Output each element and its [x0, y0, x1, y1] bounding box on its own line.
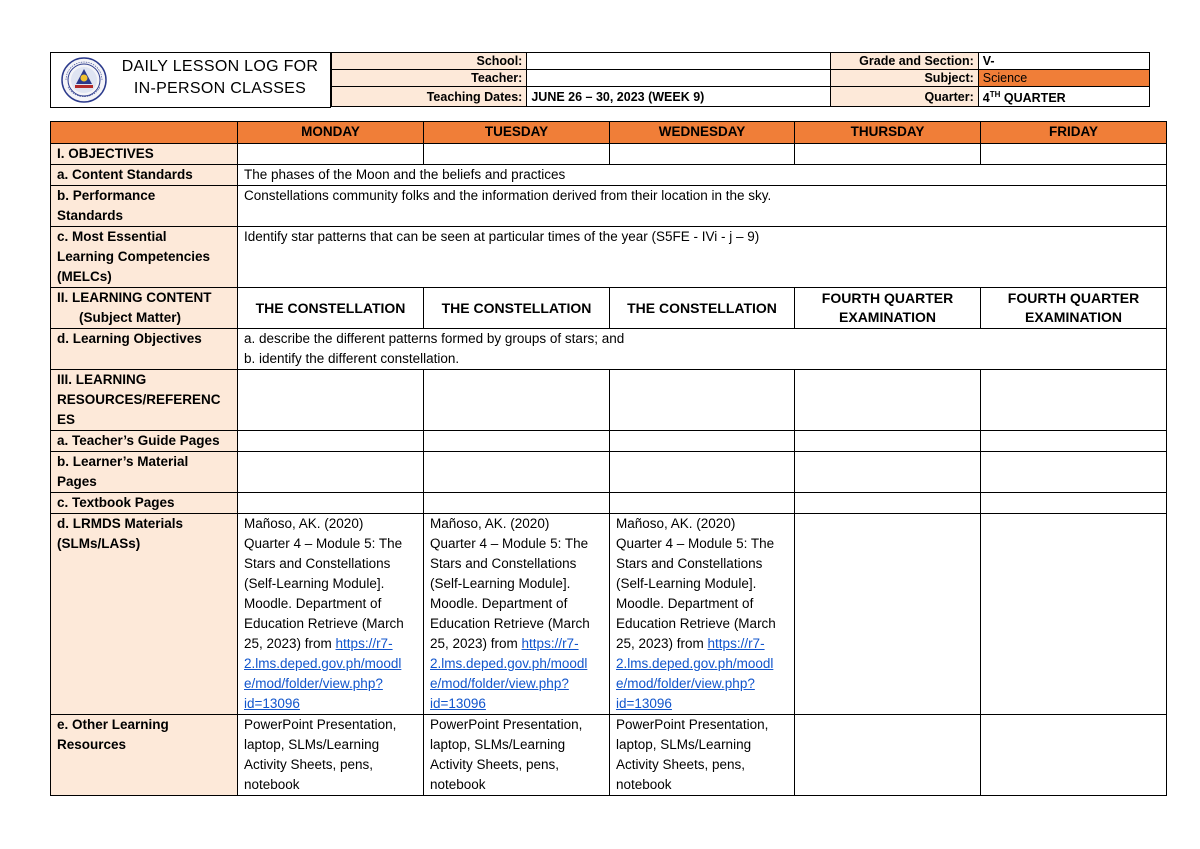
learning-content-label	[51, 288, 238, 329]
dates-label: Teaching Dates:	[332, 87, 527, 107]
empty-cell	[424, 493, 610, 514]
melcs-row	[51, 227, 1167, 288]
ref-line	[616, 654, 788, 674]
ref-line: Mañoso, AK. (2020)	[616, 516, 736, 531]
teachers-guide-row	[51, 431, 1167, 452]
ref-line: Mañoso, AK. (2020)	[430, 516, 550, 531]
content-standards-text: The phases of the Moon and the beliefs and practices	[238, 165, 1167, 186]
empty-cell	[238, 431, 424, 452]
teachers-guide-label: a. Teacher’s Guide Pages	[51, 431, 238, 452]
other-monday	[238, 715, 424, 796]
learning-objectives-text	[238, 329, 1167, 370]
label-line: Resources	[57, 737, 127, 752]
label-line: e. Other Learning	[57, 717, 169, 732]
objectives-label: I. OBJECTIVES	[51, 144, 238, 165]
exam-line: FOURTH QUARTER	[1007, 290, 1140, 306]
lrmds-monday	[238, 514, 424, 715]
lesson-log-table	[50, 121, 1167, 796]
performance-standards-label	[51, 186, 238, 227]
ref-line	[244, 674, 417, 694]
day-monday: MONDAY	[238, 122, 424, 144]
empty-cell	[238, 370, 424, 431]
other-resources-label	[51, 715, 238, 796]
empty-cell	[981, 431, 1167, 452]
resource-line: laptop, SLMs/Learning	[430, 737, 566, 752]
empty-cell	[795, 452, 981, 493]
objectives-row	[51, 144, 1167, 165]
label-line: b. Performance	[57, 188, 156, 203]
objective-b: b. identify the different constellation.	[244, 351, 460, 366]
ref-line: Quarter 4 – Module 5: The	[430, 536, 589, 551]
ref-text: 25, 2023) from	[430, 636, 522, 651]
ref-line: Quarter 4 – Module 5: The	[244, 536, 403, 551]
ref-line	[616, 674, 788, 694]
day-header-row	[51, 122, 1167, 144]
empty-cell	[610, 431, 795, 452]
empty-cell	[795, 715, 981, 796]
resource-line: notebook	[244, 777, 300, 792]
ref-line	[430, 634, 603, 654]
header-info-table	[331, 52, 1150, 107]
empty-cell	[424, 452, 610, 493]
ref-line: Moodle. Department of	[430, 596, 568, 611]
module-link[interactable]: https://r7-	[707, 636, 765, 651]
empty-cell	[238, 144, 424, 165]
title-line-1: DAILY LESSON LOG FOR	[121, 58, 319, 75]
ref-line: Education Retrieve (March	[430, 616, 590, 631]
learning-objectives-row	[51, 329, 1167, 370]
learning-objectives-label: d. Learning Objectives	[51, 329, 238, 370]
school-value	[527, 53, 830, 70]
empty-cell	[981, 514, 1167, 715]
deped-seal-icon	[61, 57, 107, 103]
ref-line	[430, 674, 603, 694]
ref-line: (Self-Learning Module].	[430, 576, 571, 591]
performance-standards-text: Constellations community folks and the information derived from their location in the sky.	[238, 186, 1167, 227]
empty-cell	[610, 370, 795, 431]
objective-a: a. describe the different patterns formed by groups of stars; and	[244, 331, 625, 346]
learners-material-row	[51, 452, 1167, 493]
ref-line	[244, 634, 417, 654]
empty-cell	[424, 144, 610, 165]
empty-cell	[981, 493, 1167, 514]
resource-line: notebook	[430, 777, 486, 792]
empty-cell	[795, 144, 981, 165]
empty-cell	[795, 431, 981, 452]
teacher-label: Teacher:	[332, 70, 527, 87]
lrmds-row	[51, 514, 1167, 715]
label-line: (Subject Matter)	[79, 310, 182, 325]
title-line-2: IN-PERSON CLASSES	[133, 80, 307, 97]
learners-material-label	[51, 452, 238, 493]
performance-standards-row	[51, 186, 1167, 227]
title-box	[50, 52, 331, 108]
ref-text: 25, 2023) from	[244, 636, 336, 651]
learning-resources-label	[51, 370, 238, 431]
subject-label: Subject:	[830, 70, 978, 87]
lrmds-tuesday	[424, 514, 610, 715]
resource-line: PowerPoint Presentation,	[430, 717, 583, 732]
ref-line: Education Retrieve (March	[244, 616, 404, 631]
topic-tuesday: THE CONSTELLATION	[424, 288, 610, 329]
ref-line: (Self-Learning Module].	[244, 576, 385, 591]
content-standards-label: a. Content Standards	[51, 165, 238, 186]
empty-cell	[795, 514, 981, 715]
empty-cell	[610, 493, 795, 514]
label-line: Learning Competencies	[57, 249, 211, 264]
ref-line	[616, 634, 788, 654]
module-link[interactable]: e/mod/folder/view.php?	[430, 676, 569, 691]
empty-cell	[424, 431, 610, 452]
ref-line: Education Retrieve (March	[616, 616, 776, 631]
module-link[interactable]: id=13096	[244, 696, 300, 711]
ref-line	[244, 654, 417, 674]
label-line: III. LEARNING	[57, 372, 147, 387]
exam-thursday	[795, 288, 981, 329]
ref-line	[616, 694, 788, 714]
label-line: ES	[57, 412, 76, 427]
label-line: d. LRMDS Materials	[57, 516, 184, 531]
resource-line: notebook	[616, 777, 672, 792]
resource-line: Activity Sheets, pens,	[430, 757, 560, 772]
module-link[interactable]: https://r7-	[521, 636, 579, 651]
quarter-word: QUARTER	[1000, 91, 1066, 106]
module-link[interactable]: 2.lms.deped.gov.ph/moodl	[430, 656, 588, 671]
subject-value: Science	[978, 70, 1149, 87]
label-line: II. LEARNING CONTENT	[57, 290, 212, 305]
module-link[interactable]: e/mod/folder/view.php?	[244, 676, 383, 691]
melcs-text: Identify star patterns that can be seen at particular times of the year (S5FE - IVi - j – 9)	[238, 227, 1167, 288]
lesson-log-header	[50, 52, 1150, 108]
empty-cell	[981, 144, 1167, 165]
label-line: Pages	[57, 474, 97, 489]
empty-cell	[610, 452, 795, 493]
textbook-label: c. Textbook Pages	[51, 493, 238, 514]
module-link[interactable]: id=13096	[430, 696, 486, 711]
ref-line: Mañoso, AK. (2020)	[244, 516, 364, 531]
other-tuesday	[424, 715, 610, 796]
other-wednesday	[610, 715, 795, 796]
day-friday: FRIDAY	[981, 122, 1167, 144]
resource-line: laptop, SLMs/Learning	[244, 737, 380, 752]
grade-value: V-	[978, 53, 1149, 70]
label-line: RESOURCES/REFERENC	[57, 392, 221, 407]
empty-cell	[795, 370, 981, 431]
module-link[interactable]: https://r7-	[335, 636, 393, 651]
empty-cell	[795, 493, 981, 514]
quarter-value	[978, 87, 1149, 107]
quarter-label: Quarter:	[830, 87, 978, 107]
ref-line: Moodle. Department of	[616, 596, 754, 611]
topic-wednesday: THE CONSTELLATION	[610, 288, 795, 329]
resource-line: laptop, SLMs/Learning	[616, 737, 752, 752]
ref-line	[244, 694, 417, 714]
empty-cell	[610, 144, 795, 165]
day-tuesday: TUESDAY	[424, 122, 610, 144]
label-line: Standards	[57, 208, 124, 223]
resource-line: PowerPoint Presentation,	[244, 717, 397, 732]
resource-line: PowerPoint Presentation,	[616, 717, 769, 732]
dates-value: JUNE 26 – 30, 2023 (WEEK 9)	[527, 87, 830, 107]
ref-line	[430, 654, 603, 674]
empty-cell	[981, 452, 1167, 493]
day-thursday: THURSDAY	[795, 122, 981, 144]
empty-cell	[424, 370, 610, 431]
quarter-suffix: TH	[989, 90, 1001, 99]
content-standards-row	[51, 165, 1167, 186]
ref-line: Stars and Constellations	[616, 556, 763, 571]
module-link[interactable]: 2.lms.deped.gov.ph/moodl	[244, 656, 402, 671]
exam-line: EXAMINATION	[1025, 309, 1122, 325]
ref-line: Quarter 4 – Module 5: The	[616, 536, 775, 551]
resource-line: Activity Sheets, pens,	[244, 757, 374, 772]
ref-line: Stars and Constellations	[244, 556, 391, 571]
lrmds-label	[51, 514, 238, 715]
label-line: b. Learner’s Material	[57, 454, 189, 469]
label-line: (MELCs)	[57, 269, 112, 284]
corner-cell	[51, 122, 238, 144]
school-label: School:	[332, 53, 527, 70]
exam-line: FOURTH QUARTER	[821, 290, 954, 306]
resource-line: Activity Sheets, pens,	[616, 757, 746, 772]
exam-friday	[981, 288, 1167, 329]
other-resources-row	[51, 715, 1167, 796]
module-link[interactable]: e/mod/folder/view.php?	[616, 676, 755, 691]
learning-content-row	[51, 288, 1167, 329]
exam-line: EXAMINATION	[839, 309, 936, 325]
ref-line: Stars and Constellations	[430, 556, 577, 571]
empty-cell	[981, 715, 1167, 796]
quarter-number: 4	[982, 91, 990, 106]
label-line: c. Most Essential	[57, 229, 167, 244]
module-link[interactable]: id=13096	[616, 696, 672, 711]
empty-cell	[238, 493, 424, 514]
melcs-label	[51, 227, 238, 288]
day-wednesday: WEDNESDAY	[610, 122, 795, 144]
module-link[interactable]: 2.lms.deped.gov.ph/moodl	[616, 656, 774, 671]
lrmds-wednesday	[610, 514, 795, 715]
empty-cell	[238, 452, 424, 493]
document-title	[111, 56, 329, 100]
empty-cell	[981, 370, 1167, 431]
ref-line: (Self-Learning Module].	[616, 576, 757, 591]
ref-text: 25, 2023) from	[616, 636, 708, 651]
grade-label: Grade and Section:	[830, 53, 978, 70]
ref-line: Moodle. Department of	[244, 596, 382, 611]
topic-monday: THE CONSTELLATION	[238, 288, 424, 329]
textbook-row	[51, 493, 1167, 514]
label-line: (SLMs/LASs)	[57, 536, 141, 551]
learning-resources-row	[51, 370, 1167, 431]
ref-line	[430, 694, 603, 714]
teacher-value	[527, 70, 830, 87]
